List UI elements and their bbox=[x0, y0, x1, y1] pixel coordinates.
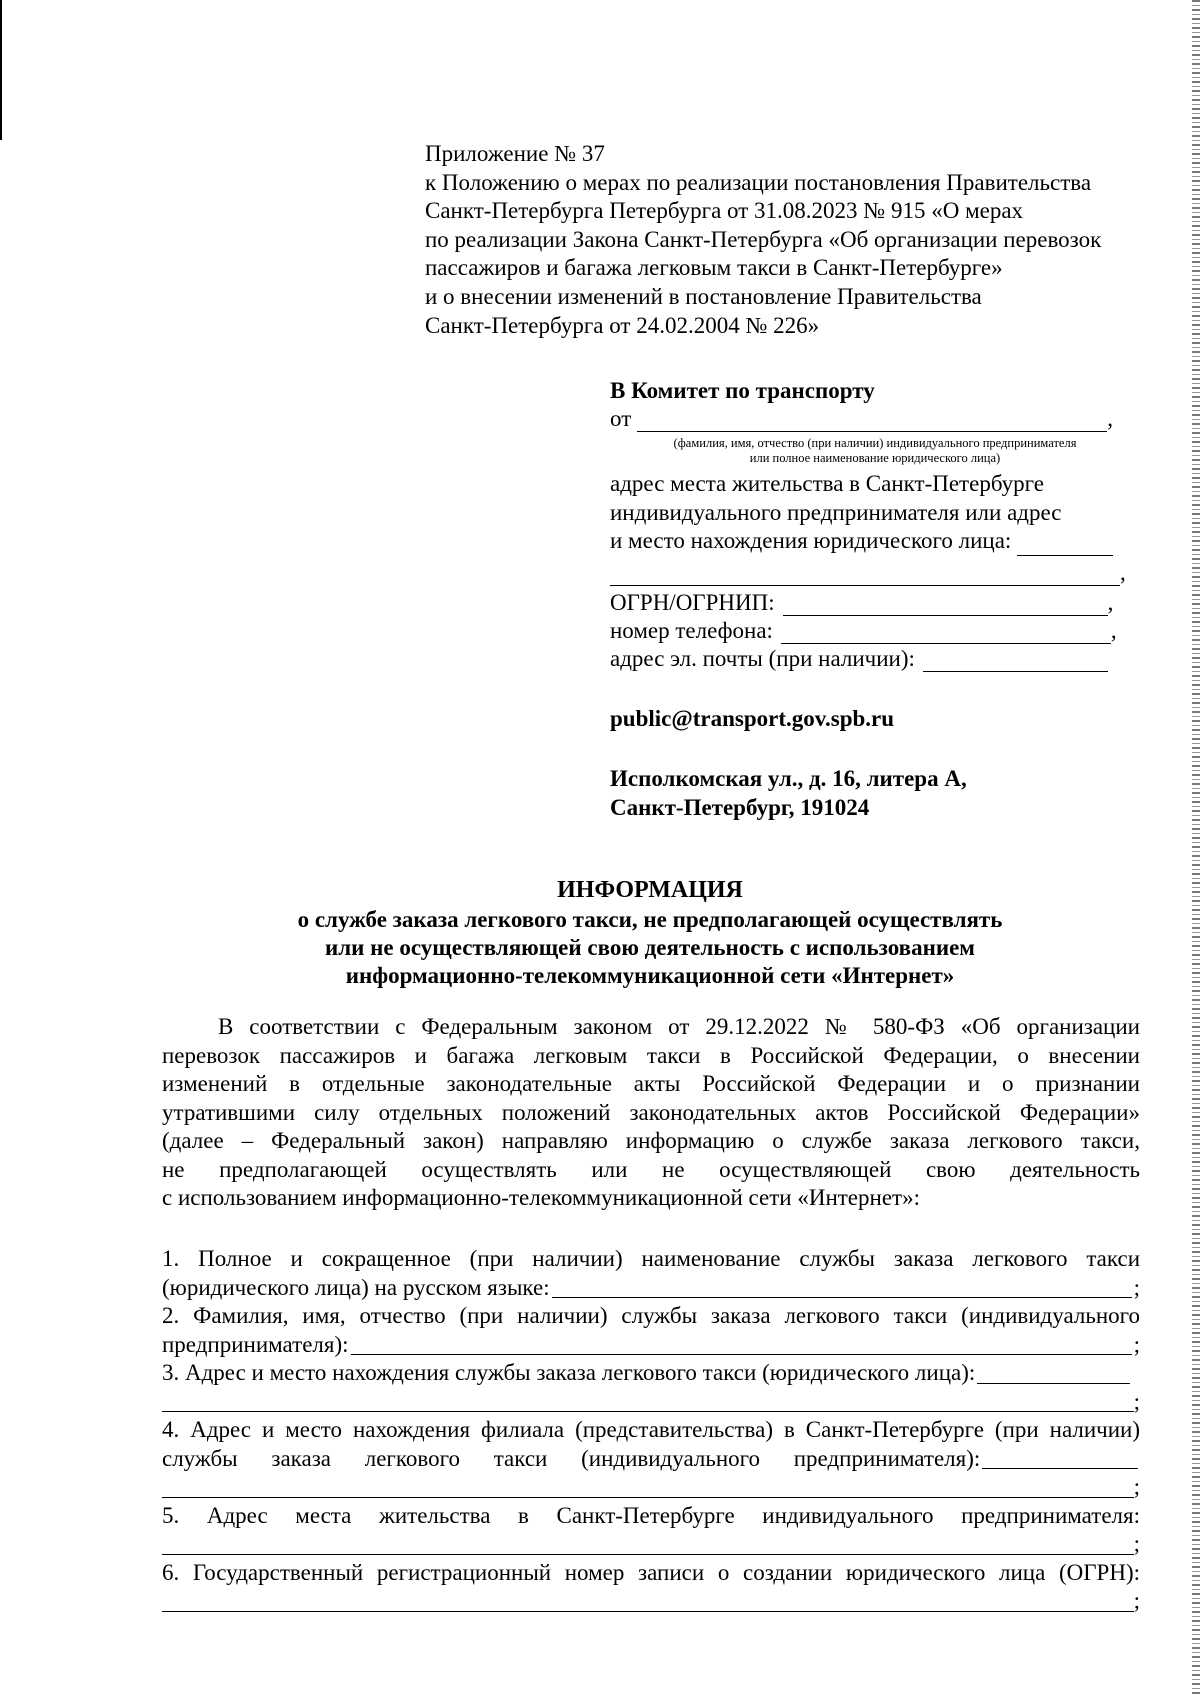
item-3-continuation bbox=[162, 1388, 1140, 1417]
committee-address-line: Исполкомская ул., д. 16, литера А, bbox=[610, 765, 967, 791]
annex-line: к Положению о мерах по реализации постановления Правительства bbox=[425, 169, 1092, 195]
item-4-line: 4. Адрес и место нахождения филиала (представительства) в Санкт-Петербурге (при наличии) bbox=[162, 1417, 1140, 1442]
annex-line: пассажиров и багажа легковым такси в Санкт-Петербурге» bbox=[425, 255, 1003, 281]
intro-line: В соответствии с Федеральным законом от 29.12.2022 № 580-ФЗ «Об организации bbox=[218, 1014, 1140, 1039]
item-3 bbox=[162, 1359, 1140, 1416]
item-2-line: 2. Фамилия, имя, отчество (при наличии) службы заказа легкового такси (индивидуального bbox=[162, 1303, 1140, 1328]
item-6-semicolon: ; bbox=[1133, 1588, 1140, 1613]
address-label-block bbox=[610, 470, 1150, 556]
from-hint bbox=[610, 436, 1140, 466]
addressee-block bbox=[610, 376, 1150, 822]
item-4-field[interactable] bbox=[982, 1448, 1138, 1469]
from-field[interactable] bbox=[637, 409, 1107, 432]
scan-edge-right bbox=[1192, 0, 1200, 1696]
ogrn-row bbox=[610, 586, 1150, 616]
intro-paragraph bbox=[162, 1013, 1140, 1213]
item-1-label: (юридического лица) на русском языке: bbox=[162, 1274, 550, 1300]
ogrn-comma: , bbox=[1107, 589, 1114, 615]
address-field-continuation[interactable] bbox=[610, 561, 1120, 586]
scan-edge-left bbox=[0, 0, 2, 140]
item-5-semicolon: ; bbox=[1133, 1531, 1140, 1556]
address-last-row bbox=[610, 527, 1150, 556]
item-5-continuation bbox=[162, 1530, 1140, 1559]
address-label-line: индивидуального предпринимателя или адрес bbox=[610, 499, 1062, 525]
title-subline: или не осуществляющей свою деятельность с использованием bbox=[325, 935, 975, 960]
from-hint-line: или полное наименование юридического лица) bbox=[749, 451, 1001, 465]
item-2 bbox=[162, 1302, 1140, 1359]
form-items bbox=[162, 1245, 1140, 1616]
phone-row bbox=[610, 616, 1150, 644]
address-label-line: и место нахождения юридического лица: bbox=[610, 528, 1012, 553]
intro-line: не предполагающей осуществлять или не осуществляющей свою деятельность bbox=[162, 1156, 1140, 1182]
item-5-line: 5. Адрес места жительства в Санкт-Петербурге индивидуального предпринимателя: bbox=[162, 1502, 1140, 1528]
ogrn-field[interactable] bbox=[783, 593, 1108, 616]
intro-line: изменений в отдельные законодательные акты Российской Федерации и о признании bbox=[162, 1071, 1140, 1096]
item-1 bbox=[162, 1245, 1140, 1302]
item-3-field[interactable] bbox=[977, 1363, 1130, 1384]
item-4-continuation bbox=[162, 1473, 1140, 1502]
item-3-fill-row bbox=[162, 1359, 1140, 1388]
item-4-semicolon: ; bbox=[1133, 1474, 1140, 1499]
item-2-field[interactable] bbox=[351, 1334, 1132, 1355]
address-comma: , bbox=[1120, 559, 1126, 585]
email-field[interactable] bbox=[923, 649, 1108, 672]
email-label: адрес эл. почты (при наличии): bbox=[610, 645, 915, 671]
title-subline: информационно-телекоммуникационной сети «Интернет» bbox=[345, 963, 955, 988]
item-1-fill-row bbox=[162, 1274, 1140, 1303]
item-4-fill-row bbox=[162, 1445, 1140, 1474]
annex-header bbox=[425, 140, 1165, 340]
addressee-to: В Комитет по транспорту bbox=[610, 378, 875, 403]
from-label: от bbox=[610, 406, 632, 431]
from-comma: , bbox=[1107, 406, 1113, 431]
item-6-field[interactable] bbox=[162, 1591, 1134, 1612]
phone-comma: , bbox=[1110, 617, 1117, 643]
item-5 bbox=[162, 1502, 1140, 1559]
committee-address-line: Санкт-Петербург, 191024 bbox=[610, 794, 870, 820]
item-6-line: 6. Государственный регистрационный номер записи о создании юридического лица (ОГРН): bbox=[162, 1559, 1140, 1585]
item-6-continuation bbox=[162, 1587, 1140, 1616]
phone-label: номер телефона: bbox=[610, 617, 773, 643]
item-3-label: 3. Адрес и место нахождения службы заказа легкового такси (юридического лица): bbox=[162, 1360, 976, 1385]
from-row bbox=[610, 406, 1150, 432]
title-subline: о службе заказа легкового такси, не предполагающей осуществлять bbox=[297, 907, 1003, 932]
ogrn-label: ОГРН/ОГРНИП: bbox=[610, 589, 775, 615]
item-2-fill-row bbox=[162, 1331, 1140, 1360]
annex-line: Приложение № 37 bbox=[425, 141, 605, 166]
phone-field[interactable] bbox=[781, 621, 1111, 644]
item-5-field[interactable] bbox=[162, 1534, 1134, 1555]
title-main: ИНФОРМАЦИЯ bbox=[557, 877, 743, 903]
item-4 bbox=[162, 1416, 1140, 1502]
address-field-start[interactable] bbox=[1017, 533, 1113, 556]
item-4-label: службы заказа легкового такси (индивидуального предпринимателя): bbox=[162, 1445, 981, 1471]
intro-line: перевозок пассажиров и багажа легковым такси в Российской Федерации, о внесении bbox=[162, 1042, 1140, 1068]
item-2-semicolon: ; bbox=[1133, 1331, 1140, 1357]
annex-line: Санкт-Петербурга от 24.02.2004 № 226» bbox=[425, 312, 820, 338]
intro-line: утратившими силу отдельных положений законодательных актов Российской Федерации» bbox=[162, 1099, 1140, 1125]
email-row bbox=[610, 644, 1150, 672]
item-2-label: предпринимателя): bbox=[162, 1331, 349, 1357]
from-hint-line: (фамилия, имя, отчество (при наличии) индивидуального предпринимателя bbox=[673, 436, 1077, 450]
item-6 bbox=[162, 1559, 1140, 1616]
annex-line: Санкт-Петербурга Петербурга от 31.08.2023 № 915 «О мерах bbox=[425, 198, 1024, 224]
annex-line: по реализации Закона Санкт-Петербурга «Об организации перевозок bbox=[425, 226, 1102, 252]
annex-line: и о внесении изменений в постановление Правительства bbox=[425, 283, 982, 309]
item-3-semicolon: ; bbox=[1133, 1388, 1140, 1414]
item-1-field[interactable] bbox=[552, 1277, 1132, 1298]
committee-email: public@transport.gov.spb.ru bbox=[610, 705, 895, 731]
intro-line: (далее – Федеральный закон) направляю информацию о службе заказа легкового такси, bbox=[162, 1128, 1140, 1153]
document-title bbox=[160, 874, 1140, 990]
item-3-field-continuation[interactable] bbox=[162, 1391, 1134, 1412]
item-1-semicolon: ; bbox=[1133, 1274, 1140, 1300]
address-continuation-row bbox=[610, 556, 1150, 586]
address-label-line: адрес места жительства в Санкт-Петербурге bbox=[610, 471, 1044, 496]
item-1-line: 1. Полное и сокращенное (при наличии) наименование службы заказа легкового такси bbox=[162, 1246, 1140, 1271]
intro-line: с использованием информационно-телекоммуникационной сети «Интернет»: bbox=[162, 1185, 920, 1210]
item-4-field-continuation[interactable] bbox=[162, 1477, 1134, 1498]
